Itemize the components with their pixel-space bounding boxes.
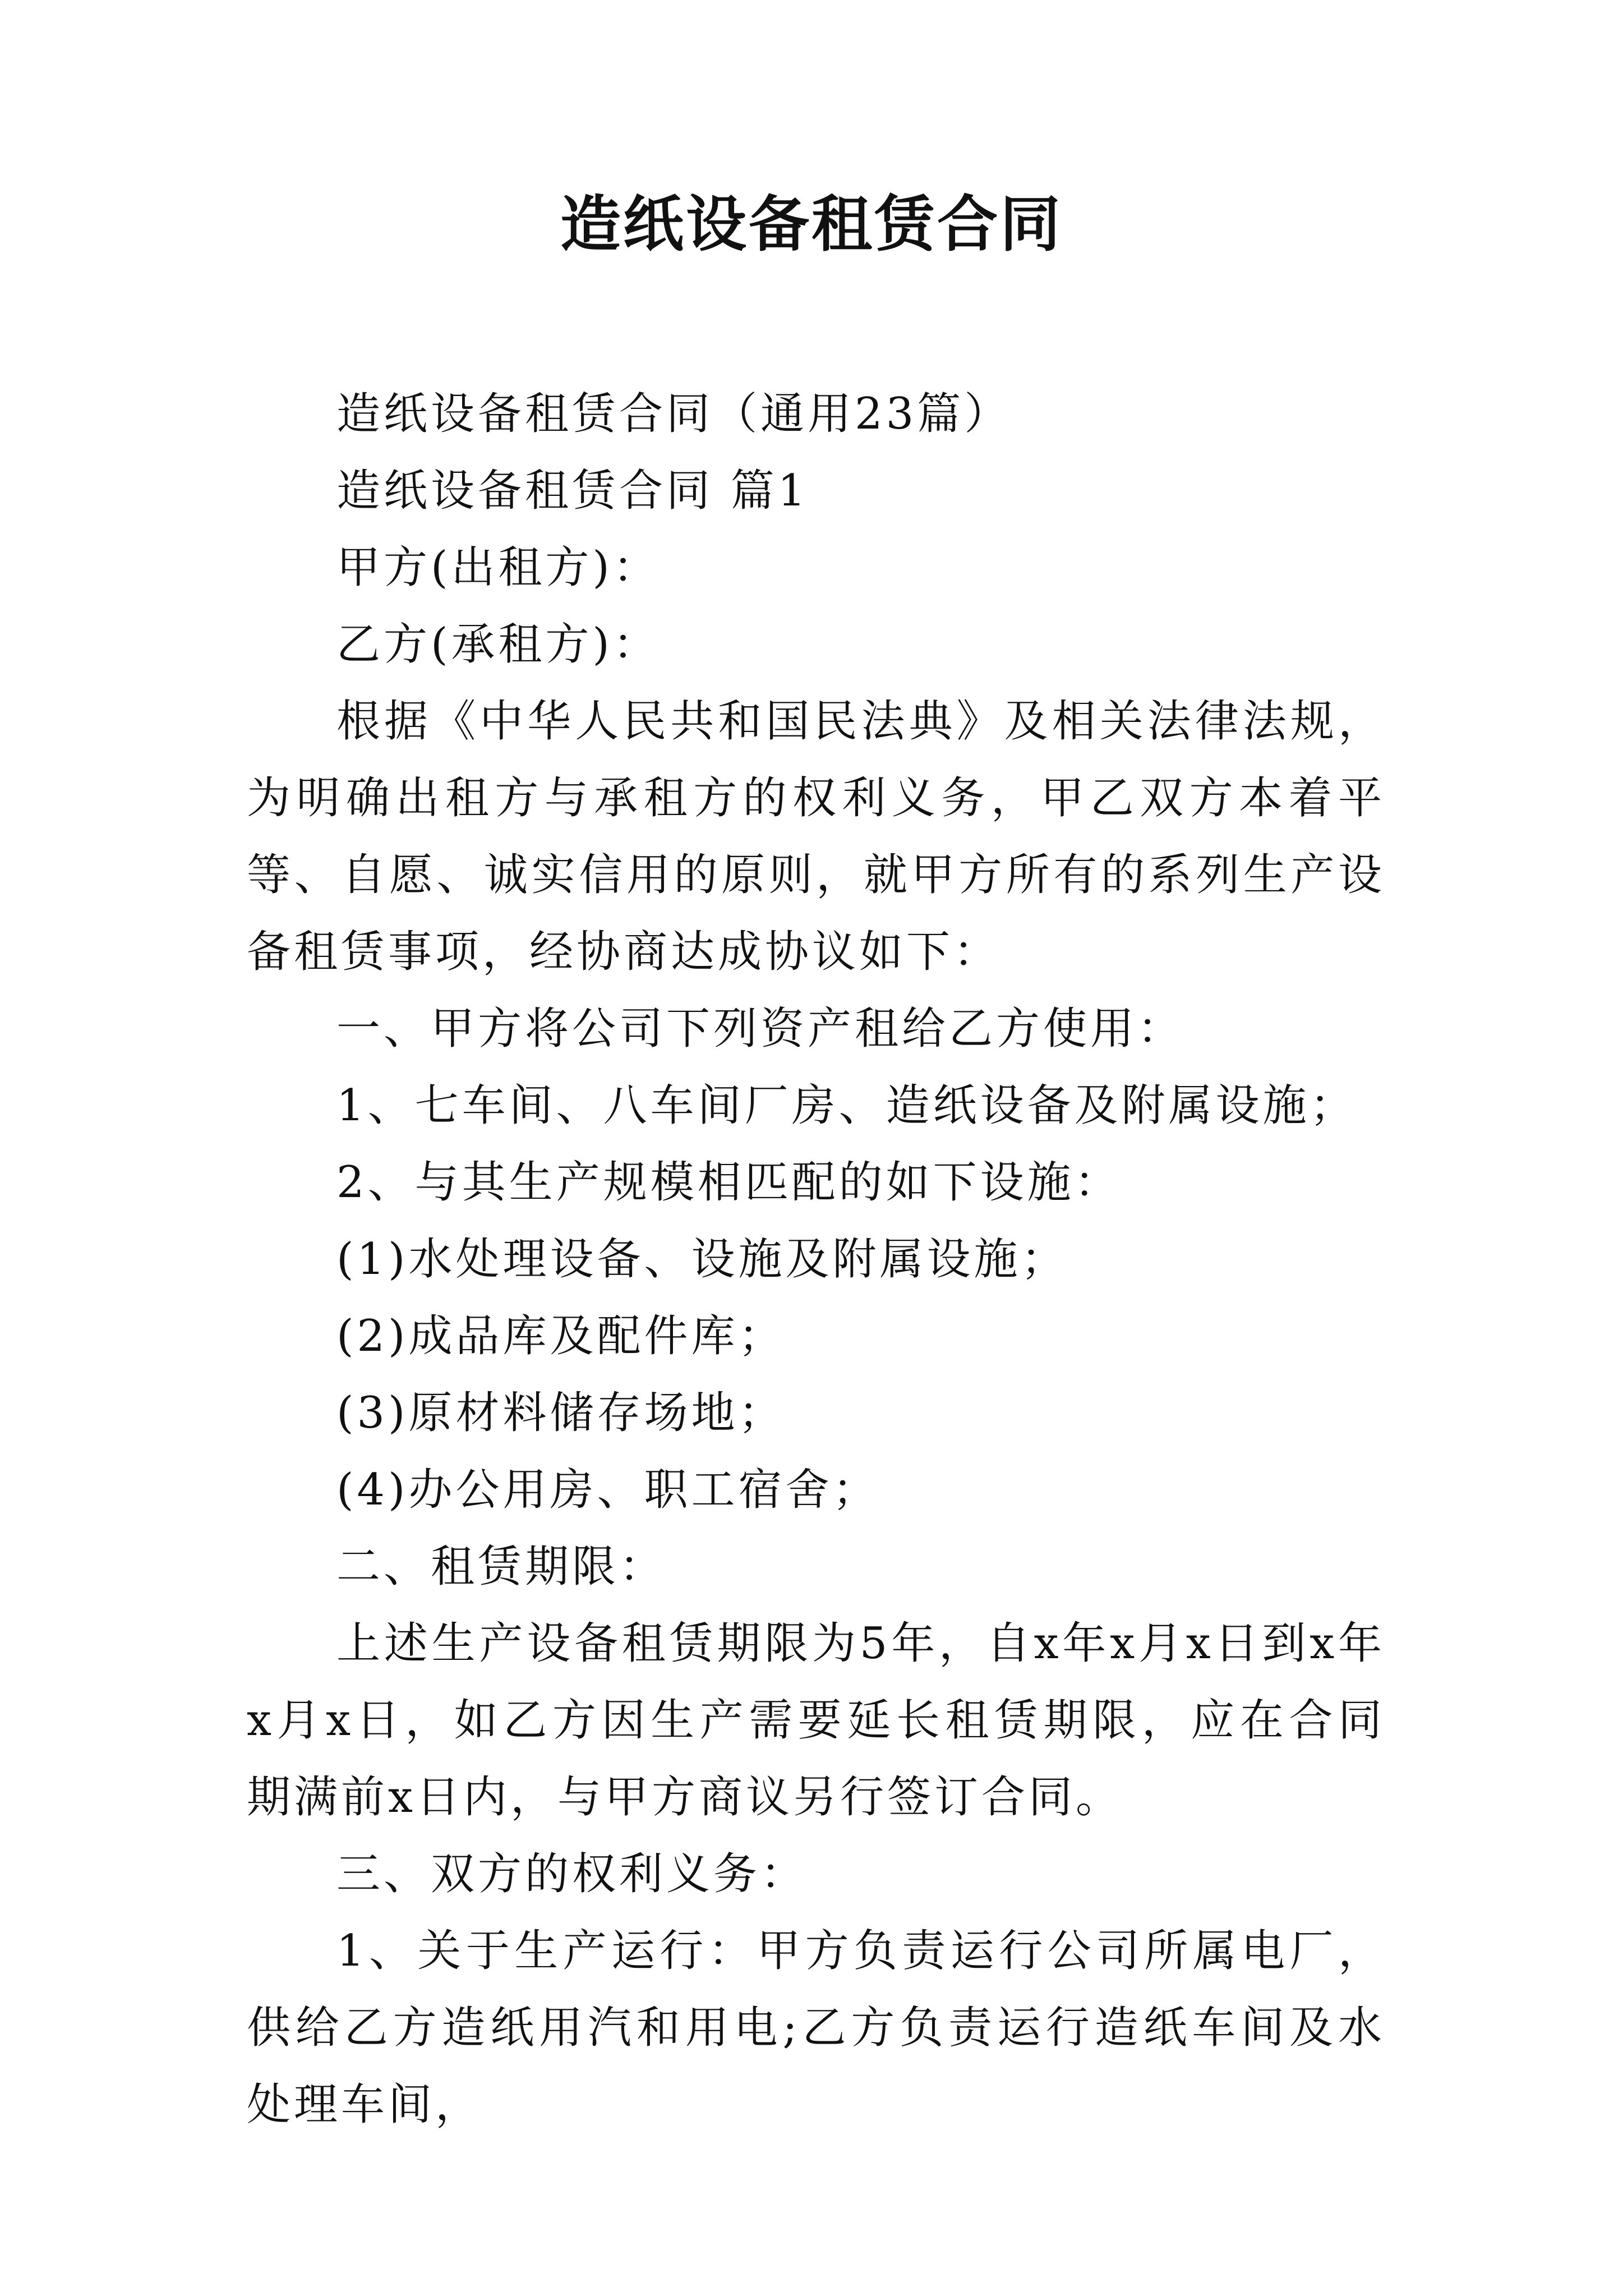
paragraph-section-heading: 造纸设备租赁合同 篇1 bbox=[336, 466, 809, 516]
paragraph-party-b: 乙方(承租方)： bbox=[336, 619, 660, 670]
paragraph-item-1: 1、七车间、八车间厂房、造纸设备及附属设施； bbox=[336, 1080, 1357, 1131]
paragraph-lease-term: 上述生产设备租赁期限为5年，自x年x月x日到x年x月x日，如乙方因生产需要延长租赁期限，应在合同期满前x日内，与甲方商议另行签订合同。 bbox=[247, 1618, 1385, 1823]
paragraph-preamble: 根据《中华人民共和国民法典》及相关法律法规，为明确出租方与承租方的权利义务，甲乙双方本着平等、自愿、诚实信用的原则，就甲方所有的系列生产设备租赁事项，经协商达成协议如下： bbox=[247, 696, 1385, 977]
paragraph-subtitle: 造纸设备租赁合同（通用23篇） bbox=[336, 389, 1012, 439]
document-title: 造纸设备租赁合同 bbox=[560, 189, 1063, 260]
document-body bbox=[247, 376, 1385, 2143]
paragraph-subitem-4: (4)办公用房、职工宿舍； bbox=[336, 1465, 880, 1515]
paragraph-party-a: 甲方(出租方)： bbox=[336, 542, 660, 593]
paragraph-clause-2: 二、租赁期限： bbox=[336, 1542, 667, 1592]
paragraph-subitem-2: (2)成品库及配件库； bbox=[336, 1311, 786, 1361]
paragraph-subitem-1: (1)水处理设备、设施及附属设施； bbox=[336, 1234, 1068, 1285]
paragraph-item-2: 2、与其生产规模相匹配的如下设施： bbox=[336, 1157, 1122, 1208]
paragraph-clause-1: 一、甲方将公司下列资产租给乙方使用： bbox=[336, 1004, 1185, 1054]
paragraph-operations: 1、关于生产运行：甲方负责运行公司所属电厂，供给乙方造纸用汽和用电;乙方负责运行造纸车间及水处理车间， bbox=[247, 1926, 1385, 2130]
paragraph-subitem-3: (3)原材料储存场地； bbox=[336, 1388, 786, 1438]
paragraph-clause-3: 三、双方的权利义务： bbox=[336, 1849, 808, 1899]
